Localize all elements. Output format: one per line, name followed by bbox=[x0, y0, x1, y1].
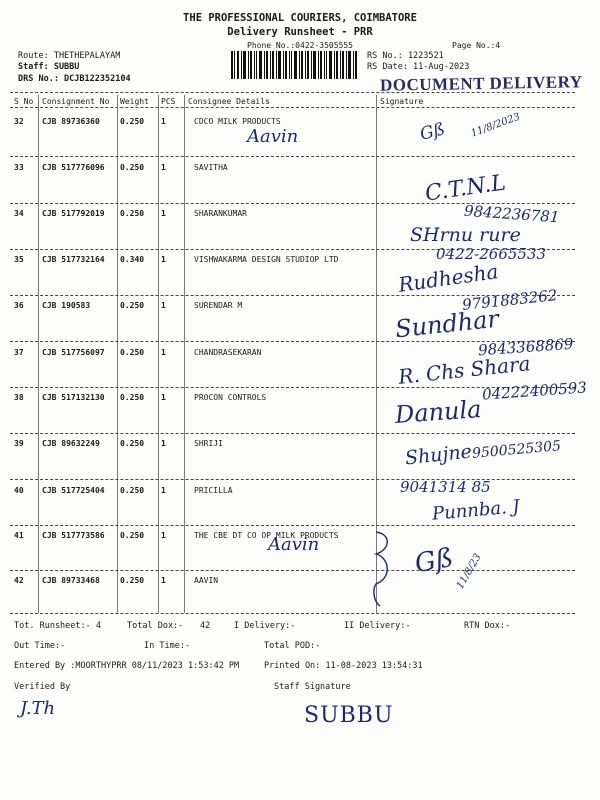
verified-by-signature: J.Th bbox=[20, 698, 56, 719]
row-rule bbox=[10, 525, 575, 526]
row-sno: 36 bbox=[14, 301, 24, 310]
row-weight: 0.250 bbox=[120, 439, 145, 448]
handwritten-name: Sundhar bbox=[393, 304, 501, 344]
row-consignment: CJB 190583 bbox=[42, 301, 91, 310]
handwritten-name: SHrnu rure bbox=[410, 224, 521, 246]
row-weight: 0.250 bbox=[120, 163, 145, 172]
row-pcs: 1 bbox=[161, 486, 166, 495]
staff: Staff: SUBBU bbox=[18, 62, 80, 72]
handwritten-signature: Gß bbox=[412, 542, 456, 580]
header-top-rule bbox=[10, 92, 575, 93]
out-time: Out Time:- bbox=[14, 641, 66, 651]
row-pcs: 1 bbox=[161, 576, 166, 585]
row-weight: 0.340 bbox=[120, 255, 145, 264]
col-consignee: Consignee Details bbox=[188, 97, 270, 106]
col-divider bbox=[117, 95, 118, 613]
row-pcs: 1 bbox=[161, 117, 166, 126]
row-pcs: 1 bbox=[161, 348, 166, 357]
row-pcs: 1 bbox=[161, 163, 166, 172]
handwritten-name: Shujne bbox=[404, 440, 473, 470]
handwritten-name: Punnba. J bbox=[431, 496, 521, 525]
entered-by: Entered By :MOORTHYPRR 08/11/2023 1:53:42 PM bbox=[14, 661, 240, 671]
row-sno: 40 bbox=[14, 486, 24, 495]
row-consignee: PRICILLA bbox=[194, 486, 233, 495]
row-consignee: CHANDRASEKARAN bbox=[194, 348, 262, 357]
col-pcs: PCS bbox=[161, 97, 176, 106]
row-consignment: CJB 517773586 bbox=[42, 531, 105, 540]
col-weight: Weight bbox=[120, 97, 149, 106]
total-dox-label: Total Dox:- bbox=[127, 621, 184, 631]
row-consignee: SAVITHA bbox=[194, 163, 228, 172]
header-bottom-rule bbox=[10, 107, 575, 108]
row-consignment: CJB 89736360 bbox=[42, 117, 100, 126]
row-consignment: CJB 517732164 bbox=[42, 255, 105, 264]
i-delivery: I Delivery:- bbox=[234, 621, 296, 631]
total-dox-value: 42 bbox=[200, 621, 211, 631]
row-consignment: CJB 517776096 bbox=[42, 163, 105, 172]
row-consignment: CJB 517725404 bbox=[42, 486, 105, 495]
rtn-dox: RTN Dox:- bbox=[464, 621, 511, 631]
row-weight: 0.250 bbox=[120, 393, 145, 402]
row-consignee: PROCON CONTROLS bbox=[194, 393, 267, 402]
handwritten-signature: C.T.N.L bbox=[423, 170, 508, 207]
handwritten-date: 11/8/2023 bbox=[469, 111, 522, 140]
rs-number: RS No.: 1223521 bbox=[367, 51, 444, 61]
handwritten-name: Rudhesha bbox=[396, 259, 500, 297]
row-sno: 37 bbox=[14, 348, 24, 357]
handwritten-signature: Gß bbox=[417, 119, 447, 145]
tot-runsheet: Tot. Runsheet:- 4 bbox=[14, 621, 101, 631]
row-consignee: SURENDAR M bbox=[194, 301, 243, 310]
row-weight: 0.250 bbox=[120, 209, 145, 218]
row-consignment: CJB 89632249 bbox=[42, 439, 100, 448]
handwritten-phone: 0422-2665533 bbox=[436, 245, 547, 263]
row-sno: 42 bbox=[14, 576, 24, 585]
col-divider bbox=[184, 95, 185, 613]
barcode bbox=[231, 51, 357, 79]
row-pcs: 1 bbox=[161, 209, 166, 218]
row-consignee: THE CBE DT CO OP MILK PRODUCTS bbox=[194, 531, 339, 540]
handwritten-aavin: Aavin bbox=[268, 534, 320, 555]
row-consignment: CJB 517756097 bbox=[42, 348, 105, 357]
row-rule bbox=[10, 570, 575, 571]
col-divider bbox=[38, 95, 39, 613]
handwritten-phone: 9791883262 bbox=[461, 286, 559, 314]
row-sno: 34 bbox=[14, 209, 24, 218]
company-name: THE PROFESSIONAL COURIERS, COIMBATORE bbox=[183, 12, 417, 24]
col-divider bbox=[158, 95, 159, 613]
row-sno: 41 bbox=[14, 531, 24, 540]
total-pod: Total POD:- bbox=[264, 641, 321, 651]
ii-delivery: II Delivery:- bbox=[344, 621, 411, 631]
handwritten-name: R. Chs Shara bbox=[397, 351, 532, 389]
row-weight: 0.250 bbox=[120, 576, 145, 585]
row-pcs: 1 bbox=[161, 301, 166, 310]
row-rule bbox=[10, 156, 575, 157]
printed-on: Printed On: 11-08-2023 13:54:31 bbox=[264, 661, 423, 671]
row-consignee: AAVIN bbox=[194, 576, 219, 585]
staff-signature: SUBBU bbox=[304, 703, 394, 728]
row-consignee: VISHWAKARMA DESIGN STUDIOP LTD bbox=[194, 255, 339, 264]
row-sno: 35 bbox=[14, 255, 24, 264]
handwritten-name: Danula bbox=[394, 395, 483, 429]
runsheet-title: Delivery Runsheet - PRR bbox=[227, 26, 373, 38]
row-weight: 0.250 bbox=[120, 531, 145, 540]
row-consignee: SHARANKUMAR bbox=[194, 209, 247, 218]
row-consignment: CJB 517132130 bbox=[42, 393, 105, 402]
row-consignment: CJB 517792019 bbox=[42, 209, 105, 218]
handwritten-phone: 9500525305 bbox=[471, 438, 562, 462]
row-consignee: SHRIJI bbox=[194, 439, 223, 448]
row-sno: 38 bbox=[14, 393, 24, 402]
row-consignment: CJB 89733468 bbox=[42, 576, 100, 585]
handwritten-phone: 9843368869 bbox=[477, 334, 574, 360]
handwritten-date: 11/8/23 bbox=[454, 552, 484, 591]
row-pcs: 1 bbox=[161, 439, 166, 448]
row-pcs: 1 bbox=[161, 531, 166, 540]
row-consignee: CDCO MILK PRODUCTS bbox=[194, 117, 281, 126]
row-sno: 33 bbox=[14, 163, 24, 172]
row-sno: 39 bbox=[14, 439, 24, 448]
col-consignment: Consignment No bbox=[42, 97, 110, 106]
handwritten-phone: 9842236781 bbox=[463, 201, 560, 227]
drs-number: DRS No.: DCJB122352104 bbox=[18, 74, 131, 84]
col-sno: S No bbox=[14, 97, 34, 106]
handwritten-bracket bbox=[362, 528, 402, 608]
row-sno: 32 bbox=[14, 117, 24, 126]
row-pcs: 1 bbox=[161, 393, 166, 402]
row-weight: 0.250 bbox=[120, 486, 145, 495]
phone-number: Phone No.:0422-3505555 bbox=[247, 41, 353, 50]
row-weight: 0.250 bbox=[120, 301, 145, 310]
row-weight: 0.250 bbox=[120, 348, 145, 357]
staff-signature-label: Staff Signature bbox=[274, 682, 351, 692]
row-pcs: 1 bbox=[161, 255, 166, 264]
handwritten-aavin: Aavin bbox=[247, 126, 299, 147]
in-time: In Time:- bbox=[144, 641, 191, 651]
document-delivery-stamp: DOCUMENT DELIVERY bbox=[379, 72, 583, 95]
route: Route: THETHEPALAYAM bbox=[18, 51, 121, 61]
rs-date: RS Date: 11-Aug-2023 bbox=[367, 62, 470, 72]
page-number: Page No.:4 bbox=[452, 41, 501, 50]
handwritten-phone: 04222400593 bbox=[481, 378, 588, 404]
verified-by-label: Verified By bbox=[14, 682, 71, 692]
row-rule bbox=[10, 433, 575, 434]
handwritten-phone: 9041314 85 bbox=[400, 478, 491, 496]
table-bottom-rule bbox=[10, 613, 575, 614]
row-weight: 0.250 bbox=[120, 117, 145, 126]
col-signature: Signature bbox=[380, 97, 424, 106]
